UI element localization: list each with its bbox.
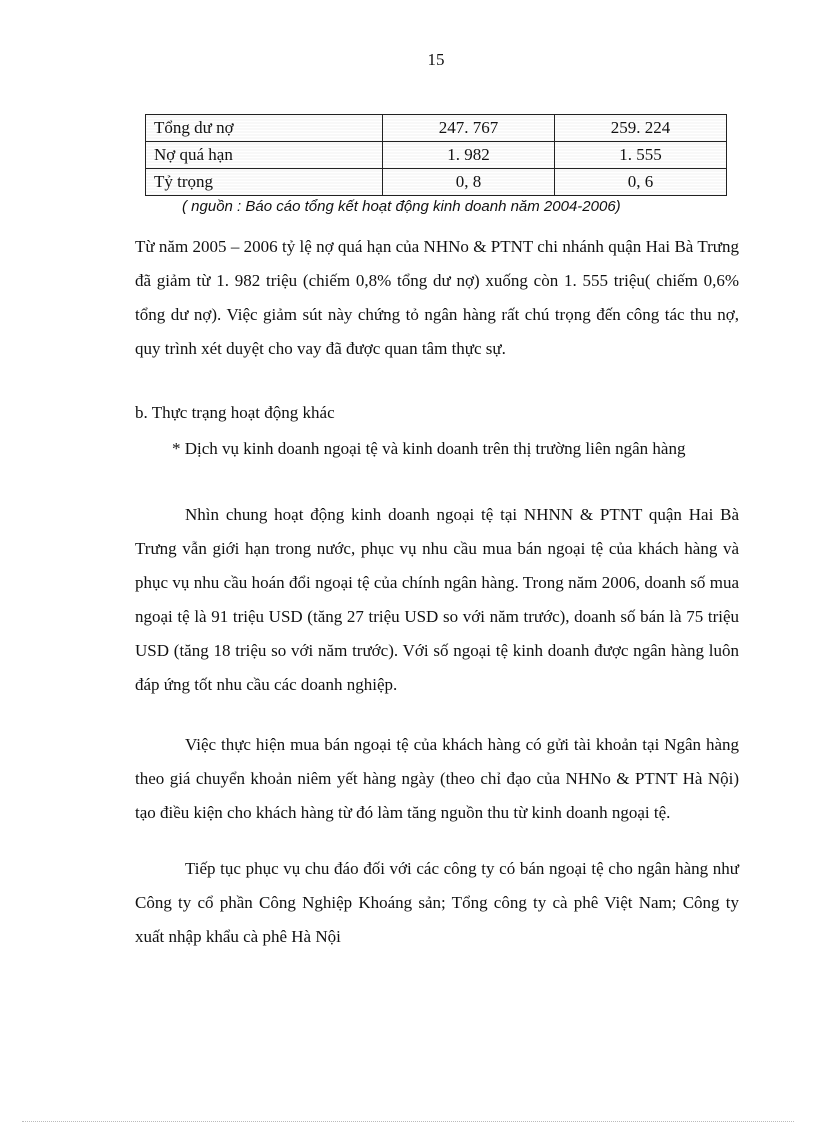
table-row bbox=[146, 142, 727, 169]
cell-value: 0, 8 bbox=[383, 169, 555, 196]
page-number: 15 bbox=[427, 50, 445, 69]
bullet-forex-services: * Dịch vụ kinh doanh ngoại tệ và kinh doanh trên thị trường liên ngân hàng bbox=[172, 439, 686, 458]
row-label: Nợ quá hạn bbox=[146, 142, 383, 169]
row-label: Tỷ trọng bbox=[146, 169, 383, 196]
debt-table bbox=[145, 114, 727, 196]
cell-value: 0, 6 bbox=[555, 169, 727, 196]
cell-value: 259. 224 bbox=[555, 115, 727, 142]
page-bottom-divider bbox=[22, 1121, 794, 1122]
paragraph-forex-transfer: Việc thực hiện mua bán ngoại tệ của khách hàng có gửi tài khoản tại Ngân hàng theo giá chuyển khoản niêm yết hàng ngày (theo chỉ đạo của NHNo & PTNT Hà Nội) tạo điều kiện cho khách hàng từ đó làm tăng nguồn thu từ kinh doanh ngoại tệ. bbox=[135, 735, 739, 822]
paragraph-overdue-debt: Từ năm 2005 – 2006 tỷ lệ nợ quá hạn của NHNo & PTNT chi nhánh quận Hai Bà Trưng đã giảm từ 1. 982 triệu (chiếm 0,8% tổng dư nợ) xuống còn 1. 555 triệu( chiếm 0,6% tổng dư nợ). Việc giảm sút này chứng tỏ ngân hàng rất chú trọng đến công tác thu nợ, quy trình xét duyệt cho vay đã được quan tâm thực sự. bbox=[135, 237, 739, 358]
table-row bbox=[146, 115, 727, 142]
section-heading: b. Thực trạng hoạt động khác bbox=[135, 403, 335, 422]
cell-value: 247. 767 bbox=[383, 115, 555, 142]
table-source-caption: ( nguồn : Báo cáo tổng kết hoạt động kinh doanh năm 2004-2006) bbox=[182, 198, 621, 215]
paragraph-customers: Tiếp tục phục vụ chu đáo đối với các công ty có bán ngoại tệ cho ngân hàng như Công ty cổ phần Công Nghiệp Khoáng sản; Tổng công ty cà phê Việt Nam; Công ty xuất nhập khẩu cà phê Hà Nội bbox=[135, 859, 739, 946]
cell-value: 1. 982 bbox=[383, 142, 555, 169]
table-row bbox=[146, 169, 727, 196]
row-label: Tổng dư nợ bbox=[146, 115, 383, 142]
paragraph-forex-overview: Nhìn chung hoạt động kinh doanh ngoại tệ tại NHNN & PTNT quận Hai Bà Trưng vẫn giới hạn trong nước, phục vụ nhu cầu mua bán ngoại tệ của khách hàng và phục vụ nhu cầu hoán đổi ngoại tệ của chính ngân hàng. Trong năm 2006, doanh số mua ngoại tệ là 91 triệu USD (tăng 27 triệu USD so với năm trước), doanh số bán là 75 triệu USD (tăng 18 triệu so với năm trước). Với số ngoại tệ kinh doanh được ngân hàng luôn đáp ứng tốt nhu cầu các doanh nghiệp. bbox=[135, 505, 739, 694]
cell-value: 1. 555 bbox=[555, 142, 727, 169]
